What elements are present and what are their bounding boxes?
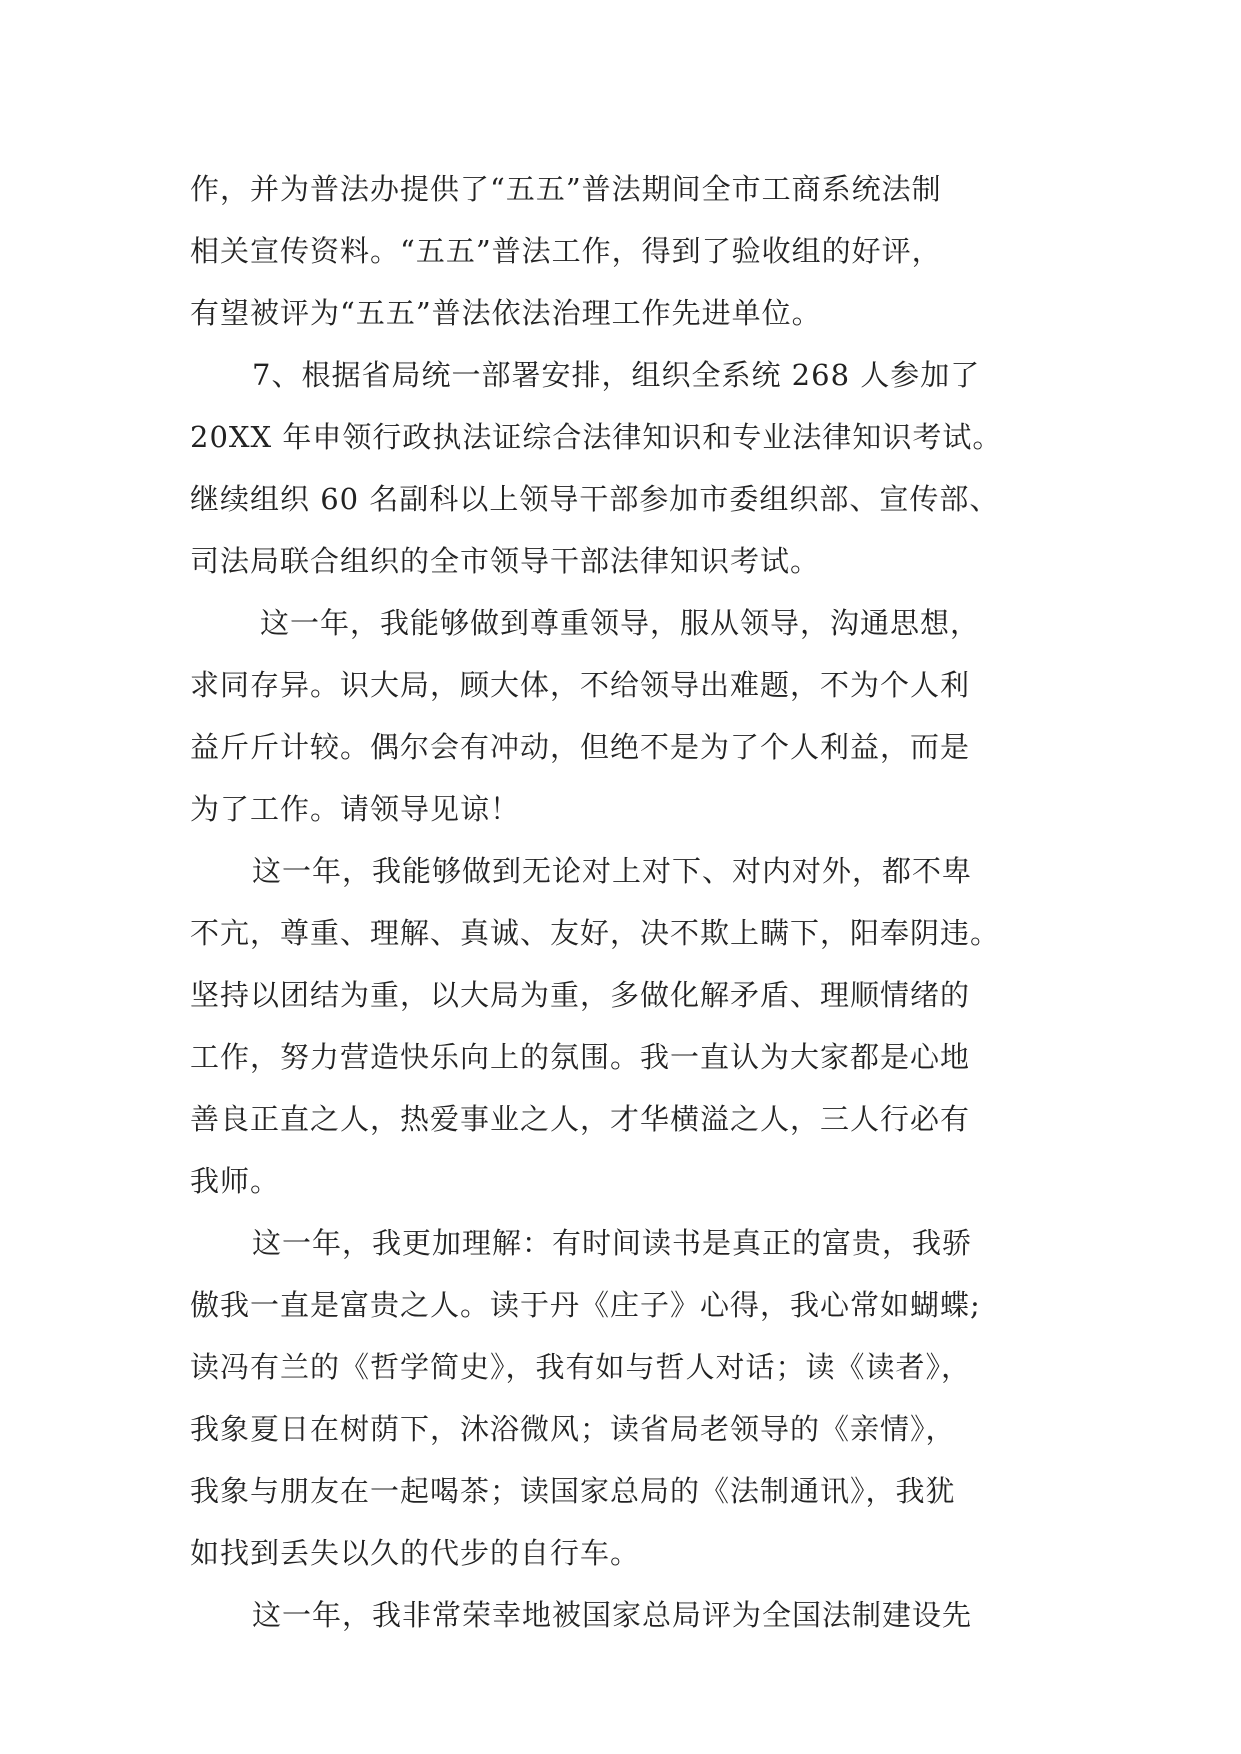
text-line: 如找到丢失以久的代步的自行车。 xyxy=(190,1536,641,1570)
text-line: 傲我一直是富贵之人。读于丹《庄子》心得，我心常如蝴蝶; xyxy=(190,1288,981,1322)
text-line: 不亢，尊重、理解、真诚、友好，决不欺上瞒下，阳奉阴违。 xyxy=(190,916,1001,950)
text-line: 作，并为普法办提供了“五五”普法期间全市工商系统法制 xyxy=(190,172,942,206)
text-line: 这一年，我能够做到无论对上对下、对内对外，都不卑 xyxy=(252,854,973,888)
text-line: 这一年，我非常荣幸地被国家总局评为全国法制建设先 xyxy=(252,1598,973,1632)
text-line: 善良正直之人，热爱事业之人，才华横溢之人，三人行必有 xyxy=(190,1102,971,1136)
text-line: 司法局联合组织的全市领导干部法律知识考试。 xyxy=(190,544,821,578)
text-line: 工作，努力营造快乐向上的氛围。我一直认为大家都是心地 xyxy=(190,1040,971,1074)
text-line: 有望被评为“五五”普法依法治理工作先进单位。 xyxy=(190,296,822,330)
text-line: 为了工作。请领导见谅！ xyxy=(190,792,521,826)
text-line: 继续组织 60 名副科以上领导干部参加市委组织部、宣传部、 xyxy=(190,482,1000,516)
text-line: 这一年，我更加理解：有时间读书是真正的富贵，我骄 xyxy=(252,1226,973,1260)
text-line: 求同存异。识大局，顾大体，不给领导出难题，不为个人利 xyxy=(190,668,971,702)
text-line: 这一年，我能够做到尊重领导，服从领导，沟通思想， xyxy=(260,606,981,640)
text-line: 我象与朋友在一起喝茶；读国家总局的《法制通讯》，我犹 xyxy=(190,1474,956,1508)
text-line: 7、根据省局统一部署安排，组织全系统 268 人参加了 xyxy=(252,358,981,392)
text-line: 坚持以团结为重，以大局为重，多做化解矛盾、理顺情绪的 xyxy=(190,978,971,1012)
text-line: 读冯有兰的《哲学简史》，我有如与哲人对话；读《读者》， xyxy=(190,1350,972,1384)
text-line: 相关宣传资料。“五五”普法工作，得到了验收组的好评， xyxy=(190,234,942,268)
text-line: 益斤斤计较。偶尔会有冲动，但绝不是为了个人利益，而是 xyxy=(190,730,971,764)
text-line: 20XX 年申领行政执法证综合法律知识和专业法律知识考试。 xyxy=(190,420,1003,454)
text-line: 我师。 xyxy=(190,1164,281,1198)
text-line: 我象夏日在树荫下，沐浴微风；读省局老领导的《亲情》， xyxy=(190,1412,956,1446)
